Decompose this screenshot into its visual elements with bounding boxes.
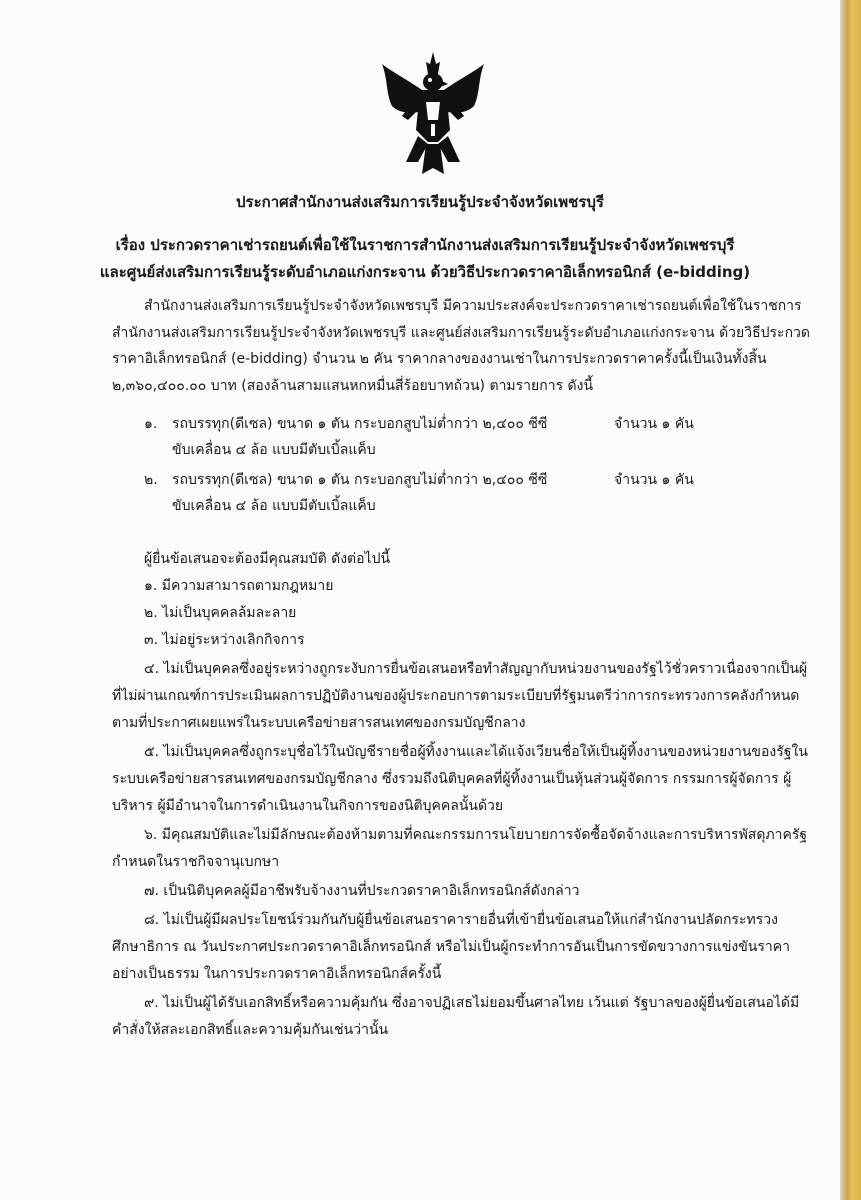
qualifications-heading: ผู้ยื่นข้อเสนอจะต้องมีคุณสมบัติ ดังต่อไปนี้	[144, 551, 391, 567]
qualification-item: ๔. ไม่เป็นบุคคลซึ่งอยู่ระหว่างถูกระงับการยื่นข้อเสนอหรือทำสัญญากับหน่วยงานของรัฐไว้ชั่วคราวเนื่องจากเป็นผู้ที่ไม่ผ่านเกณฑ์การประเมินผลการปฏิบัติงานของผู้ประกอบการตามระเบียบที่รัฐมนตรีว่าการกระทรวงการคลังกำหนดตามที่ประกาศเผยแพร่ในระบบเครือข่ายสารสนเทศของกรมบัญชีกลาง	[112, 661, 808, 731]
item-quantity: จำนวน ๑ คัน	[614, 472, 694, 488]
qualification-item: ๕. ไม่เป็นบุคคลซึ่งถูกระบุชื่อไว้ในบัญชีรายชื่อผู้ทิ้งงานและได้แจ้งเวียนชื่อให้เป็นผู้ทิ้งงานของหน่วยงานของรัฐในระบบเครือข่ายสารสนเทศของกรมบัญชีกลาง ซึ่งรวมถึงนิติบุคคลที่ผู้ทิ้งงานเป็นหุ้นส่วนผู้จัดการ กรรมการผู้จัดการ ผู้บริหาร ผู้มีอำนาจในการดำเนินงานในกิจการของนิติบุคคลนั้นด้วย	[112, 744, 808, 814]
rental-item-2	[144, 467, 804, 519]
qualification-item: ๗. เป็นนิติบุคคลผู้มีอาชีพรับจ้างงานที่ประกวดราคาอิเล็กทรอนิกส์ดังกล่าว	[144, 883, 580, 899]
item-quantity: จำนวน ๑ คัน	[614, 416, 694, 432]
garuda-emblem-icon	[378, 50, 488, 176]
subject-line-1: เรื่อง ประกวดราคาเช่ารถยนต์เพื่อใช้ในราชการสำนักงานส่งเสริมการเรียนรู้ประจำจังหวัดเพชรบุรี	[115, 236, 735, 254]
rental-item-1	[144, 411, 804, 463]
qualifications-list	[112, 573, 812, 1044]
qualification-item: ๙. ไม่เป็นผู้ได้รับเอกสิทธิ์หรือความคุ้มกัน ซึ่งอาจปฏิเสธไม่ยอมขึ้นศาลไทย เว้นแต่ รัฐบาลของผู้ยื่นข้อเสนอได้มีคำสั่งให้สละเอกสิทธิ์และความคุ้มกันเช่นว่านั้น	[112, 995, 800, 1038]
item-number: ๑.	[144, 416, 158, 432]
item-description: รถบรรทุก(ดีเซล) ขนาด ๑ ตัน กระบอกสูบไม่ต่ำกว่า ๒,๔๐๐ ซีซี	[172, 472, 548, 488]
qualification-item: ๘. ไม่เป็นผู้มีผลประโยชน์ร่วมกันกับผู้ยื่นข้อเสนอราคารายอื่นที่เข้ายื่นข้อเสนอให้แก่สำนักงานปลัดกระทรวงศึกษาธิการ ณ วันประกาศประกวดราคาอิเล็กทรอนิกส์ หรือไม่เป็นผู้กระทำการอันเป็นการขัดขวางการแข่งขันราคาอย่างเป็นธรรม ในการประกวดราคาอิเล็กทรอนิกส์ครั้งนี้	[112, 912, 790, 982]
intro-paragraph: สำนักงานส่งเสริมการเรียนรู้ประจำจังหวัดเพชรบุรี มีความประสงค์จะประกวดราคาเช่ารถยนต์เพื่อใช้ในราชการสำนักงานส่งเสริมการเรียนรู้ประจำจังหวัดเพชรบุรี และศูนย์ส่งเสริมการเรียนรู้ระดับอำเภอแก่งกระจาน ด้วยวิธีประกวดราคาอิเล็กทรอนิกส์ (e-bidding) จำนวน ๒ คัน ราคากลางของงานเช่าในการประกวดราคาครั้งนี้เป็นเงินทั้งสิ้น ๒,๓๖๐,๔๐๐.๐๐ บาท (สองล้านสามแสนหกหมื่นสี่ร้อยบาทถ้วน) ตามรายการ ดังนี้	[112, 298, 810, 394]
qualification-item: ๓. ไม่อยู่ระหว่างเลิกกิจการ	[144, 632, 305, 648]
item-description-cont: ขับเคลื่อน ๔ ล้อ แบบมีตับเบิ้ลแค็บ	[172, 442, 376, 458]
qualification-item: ๑. มีความสามารถตามกฎหมาย	[144, 578, 334, 594]
subject-line-2: และศูนย์ส่งเสริมการเรียนรู้ระดับอำเภอแก่งกระจาน ด้วยวิธีประกวดราคาอิเล็กทรอนิกส์ (e-bidding)	[99, 263, 751, 281]
qualification-item: ๒. ไม่เป็นบุคคลล้มละลาย	[144, 605, 297, 621]
qualification-item: ๖. มีคุณสมบัติและไม่มีลักษณะต้องห้ามตามที่คณะกรรมการนโยบายการจัดซื้อจัดจ้างและการบริหารพัสดุภาครัฐกำหนดในราชกิจจานุเบกษา	[112, 827, 808, 870]
item-description: รถบรรทุก(ดีเซล) ขนาด ๑ ตัน กระบอกสูบไม่ต่ำกว่า ๒,๔๐๐ ซีซี	[172, 416, 548, 432]
item-description-cont: ขับเคลื่อน ๔ ล้อ แบบมีตับเบิ้ลแค็บ	[172, 498, 376, 514]
announcement-title: ประกาศสำนักงานส่งเสริมการเรียนรู้ประจำจังหวัดเพชรบุรี	[236, 193, 604, 211]
item-number: ๒.	[144, 472, 158, 488]
announcement-subject	[60, 232, 790, 286]
page-edge	[840, 0, 861, 1200]
